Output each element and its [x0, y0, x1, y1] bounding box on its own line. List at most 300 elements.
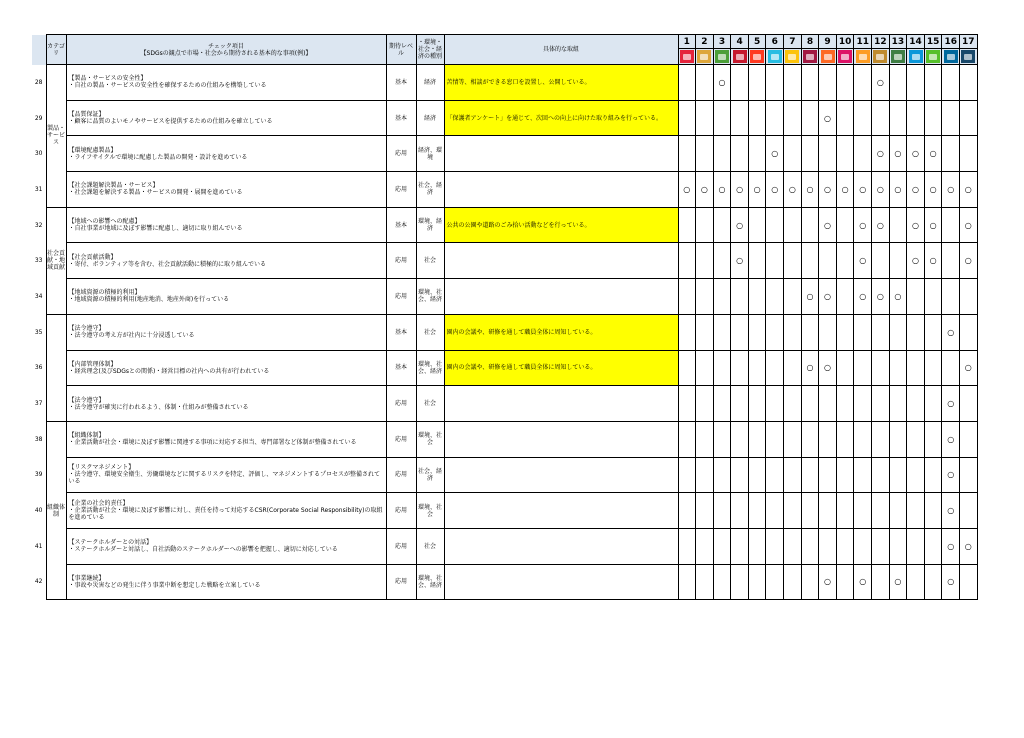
sdg-mark-cell[interactable] — [854, 350, 872, 386]
sdg-mark-cell[interactable] — [678, 457, 696, 493]
sdg-mark-cell[interactable] — [960, 136, 978, 172]
sdg-mark-cell[interactable] — [942, 172, 960, 208]
sdg-mark-cell[interactable] — [872, 528, 890, 564]
sdg-mark-cell[interactable] — [889, 100, 907, 136]
sdg-mark-cell[interactable] — [924, 350, 942, 386]
sdg-mark-cell[interactable] — [924, 528, 942, 564]
category-cell: 組織体制 — [46, 421, 66, 599]
sdg-mark-cell[interactable] — [872, 457, 890, 493]
row-number: 34 — [34, 292, 43, 300]
sdg-mark-cell[interactable] — [854, 243, 872, 279]
sdg-mark-cell[interactable] — [766, 279, 784, 315]
sdg-mark-cell[interactable] — [924, 243, 942, 279]
sdg-mark-cell[interactable] — [696, 136, 714, 172]
sdg-mark-cell[interactable] — [907, 207, 925, 243]
sdg-mark-cell[interactable] — [748, 564, 766, 600]
sdg-mark-cell[interactable] — [801, 564, 819, 600]
sdg-mark-cell[interactable] — [678, 528, 696, 564]
sdg-mark-cell[interactable] — [942, 100, 960, 136]
check-item-title: 【法令遵守】 — [68, 325, 105, 333]
sdg-mark-cell[interactable] — [924, 279, 942, 315]
sdg-mark-cell[interactable] — [907, 172, 925, 208]
sdg-mark-cell[interactable] — [924, 386, 942, 422]
effort-cell[interactable] — [444, 493, 678, 529]
sdg-mark-cell[interactable] — [696, 100, 714, 136]
sdg-mark-cell[interactable] — [960, 314, 978, 350]
sdg-mark-cell[interactable] — [924, 207, 942, 243]
type-cell: 社会 — [416, 386, 444, 422]
sdg-mark-cell[interactable] — [731, 528, 749, 564]
sdg-mark-cell[interactable] — [748, 100, 766, 136]
sdg-mark-cell[interactable] — [678, 136, 696, 172]
sdg-mark-cell[interactable] — [819, 528, 837, 564]
sdg-mark-cell[interactable] — [960, 528, 978, 564]
sdg-mark-cell[interactable] — [784, 493, 802, 529]
sdg-mark-cell[interactable] — [819, 350, 837, 386]
sdg-mark-cell[interactable] — [731, 65, 749, 101]
sdg-mark-cell[interactable] — [784, 528, 802, 564]
sdg-mark-cell[interactable] — [801, 314, 819, 350]
sdg-mark-cell[interactable] — [801, 457, 819, 493]
sdg-mark-cell[interactable] — [678, 314, 696, 350]
sdg-mark-cell[interactable] — [942, 564, 960, 600]
sdg-goal-icon — [909, 50, 923, 63]
sdg-mark-cell[interactable] — [713, 207, 731, 243]
sdg-mark-cell[interactable] — [801, 528, 819, 564]
sdg-mark-cell[interactable] — [678, 386, 696, 422]
sdg-mark-cell[interactable] — [801, 100, 819, 136]
sdg-mark-cell[interactable] — [942, 65, 960, 101]
sdg-mark-cell[interactable] — [836, 528, 854, 564]
sdg-mark-cell[interactable] — [924, 172, 942, 208]
sdg-mark-cell[interactable] — [854, 100, 872, 136]
sdg-mark-cell[interactable] — [784, 172, 802, 208]
sdg-mark-cell[interactable] — [889, 457, 907, 493]
sdg-mark-cell[interactable] — [907, 136, 925, 172]
sdg-mark-cell[interactable] — [766, 136, 784, 172]
sdg-mark-cell[interactable] — [942, 136, 960, 172]
circle-mark-icon: ○ — [912, 184, 919, 194]
sdg-mark-cell[interactable] — [942, 386, 960, 422]
sdg-mark-cell[interactable] — [924, 457, 942, 493]
sdg-mark-cell[interactable] — [836, 457, 854, 493]
sdg-mark-cell[interactable] — [766, 421, 784, 457]
type-cell: 経済 — [416, 100, 444, 136]
sdg-goal-icon-cell — [960, 49, 978, 65]
sdg-mark-cell[interactable] — [872, 172, 890, 208]
sdg-mark-cell[interactable] — [872, 386, 890, 422]
sdg-mark-cell[interactable] — [836, 279, 854, 315]
sdg-mark-cell[interactable] — [836, 100, 854, 136]
sdg-mark-cell[interactable] — [713, 457, 731, 493]
sdg-mark-cell[interactable] — [942, 457, 960, 493]
sdg-mark-cell[interactable] — [924, 314, 942, 350]
sdg-goal-number: 5 — [748, 35, 766, 49]
sdg-mark-cell[interactable] — [872, 207, 890, 243]
sdg-mark-cell[interactable] — [872, 243, 890, 279]
sdg-mark-cell[interactable] — [854, 528, 872, 564]
sdg-mark-cell[interactable] — [731, 386, 749, 422]
sdg-mark-cell[interactable] — [960, 172, 978, 208]
sdg-mark-cell[interactable] — [872, 421, 890, 457]
circle-mark-icon: ○ — [964, 363, 972, 373]
sdg-goal-number: 1 — [678, 35, 696, 49]
sdg-mark-cell[interactable] — [819, 100, 837, 136]
sdg-mark-cell[interactable] — [889, 421, 907, 457]
sdg-mark-cell[interactable] — [960, 243, 978, 279]
sdg-mark-cell[interactable] — [766, 243, 784, 279]
type-cell: 環境、社会、経済 — [416, 350, 444, 386]
sdg-mark-cell[interactable] — [696, 457, 714, 493]
sdg-mark-cell[interactable] — [696, 421, 714, 457]
sdg-mark-cell[interactable] — [801, 172, 819, 208]
sdg-mark-cell[interactable] — [713, 100, 731, 136]
sdg-mark-cell[interactable] — [801, 65, 819, 101]
sdg-mark-cell[interactable] — [713, 528, 731, 564]
sdg-mark-cell[interactable] — [889, 386, 907, 422]
sdg-mark-cell[interactable] — [924, 136, 942, 172]
sdg-mark-cell[interactable] — [836, 421, 854, 457]
sdg-mark-cell[interactable] — [942, 528, 960, 564]
sdg-mark-cell[interactable] — [731, 564, 749, 600]
sdg-mark-cell[interactable] — [766, 350, 784, 386]
effort-cell[interactable]: 園内の会議や、研修を通して職員全体に周知している。 — [444, 350, 678, 386]
sdg-mark-cell[interactable] — [696, 564, 714, 600]
sdg-mark-cell[interactable] — [748, 65, 766, 101]
sdg-mark-cell[interactable] — [766, 528, 784, 564]
sdg-mark-cell[interactable] — [731, 493, 749, 529]
sdg-mark-cell[interactable] — [678, 172, 696, 208]
sdg-mark-cell[interactable] — [889, 65, 907, 101]
sdg-mark-cell[interactable] — [713, 493, 731, 529]
check-item-cell — [66, 100, 386, 136]
sdg-mark-cell[interactable] — [907, 528, 925, 564]
sdg-mark-cell[interactable] — [748, 279, 766, 315]
sdg-mark-cell[interactable] — [836, 386, 854, 422]
sdg-mark-cell[interactable] — [801, 207, 819, 243]
sdg-mark-cell[interactable] — [696, 493, 714, 529]
sdg-mark-cell[interactable] — [872, 314, 890, 350]
sdg-mark-cell[interactable] — [907, 457, 925, 493]
sdg-mark-cell[interactable] — [819, 564, 837, 600]
sdg-mark-cell[interactable] — [784, 65, 802, 101]
sdg-mark-cell[interactable] — [784, 136, 802, 172]
sdg-mark-cell[interactable] — [748, 136, 766, 172]
sdg-mark-cell[interactable] — [784, 207, 802, 243]
sdg-goal-glyph-icon — [947, 54, 955, 60]
sdg-mark-cell[interactable] — [819, 421, 837, 457]
sdg-mark-cell[interactable] — [766, 207, 784, 243]
sdg-mark-cell[interactable] — [696, 528, 714, 564]
sdg-mark-cell[interactable] — [731, 243, 749, 279]
sdg-mark-cell[interactable] — [872, 350, 890, 386]
sdg-mark-cell[interactable] — [907, 314, 925, 350]
sdg-mark-cell[interactable] — [960, 493, 978, 529]
effort-cell[interactable]: 「保護者アンケート」を通じて、次回への向上に向けた取り組みを行っている。 — [444, 100, 678, 136]
sdg-mark-cell[interactable] — [889, 350, 907, 386]
sdg-goal-glyph-icon — [806, 54, 814, 60]
sdg-mark-cell[interactable] — [819, 386, 837, 422]
sdg-mark-cell[interactable] — [836, 243, 854, 279]
sdg-goal-icon-cell — [748, 49, 766, 65]
sdg-mark-cell[interactable] — [678, 279, 696, 315]
sdg-mark-cell[interactable] — [960, 564, 978, 600]
sdg-mark-cell[interactable] — [731, 457, 749, 493]
sdg-mark-cell[interactable] — [924, 421, 942, 457]
sdg-mark-cell[interactable] — [854, 207, 872, 243]
sdg-mark-cell[interactable] — [748, 421, 766, 457]
sdg-mark-cell[interactable] — [907, 100, 925, 136]
sdg-mark-cell[interactable] — [731, 136, 749, 172]
sdg-mark-cell[interactable] — [889, 314, 907, 350]
sdg-mark-cell[interactable] — [907, 243, 925, 279]
sdg-goal-number: 12 — [872, 35, 890, 49]
sdg-mark-cell[interactable] — [872, 279, 890, 315]
sdg-mark-cell[interactable] — [854, 421, 872, 457]
effort-cell[interactable]: 苦情等、相談ができる窓口を設置し、公開している。 — [444, 65, 678, 101]
sdg-mark-cell[interactable] — [678, 243, 696, 279]
sdg-mark-cell[interactable] — [872, 100, 890, 136]
sdg-mark-cell[interactable] — [696, 314, 714, 350]
sdg-mark-cell[interactable] — [854, 279, 872, 315]
sdg-mark-cell[interactable] — [748, 314, 766, 350]
sdg-mark-cell[interactable] — [960, 457, 978, 493]
effort-cell[interactable] — [444, 386, 678, 422]
sdg-mark-cell[interactable] — [748, 493, 766, 529]
effort-cell[interactable] — [444, 457, 678, 493]
sdg-mark-cell[interactable] — [748, 172, 766, 208]
sdg-mark-cell[interactable] — [766, 65, 784, 101]
sdg-mark-cell[interactable] — [942, 350, 960, 386]
sdg-mark-cell[interactable] — [784, 457, 802, 493]
sdg-mark-cell[interactable] — [907, 350, 925, 386]
sdg-mark-cell[interactable] — [907, 386, 925, 422]
sdg-mark-cell[interactable] — [801, 136, 819, 172]
effort-cell[interactable] — [444, 243, 678, 279]
sdg-mark-cell[interactable] — [748, 243, 766, 279]
sdg-mark-cell[interactable] — [713, 243, 731, 279]
sdg-mark-cell[interactable] — [854, 386, 872, 422]
sdg-mark-cell[interactable] — [854, 564, 872, 600]
sdg-mark-cell[interactable] — [907, 279, 925, 315]
sdg-mark-cell[interactable] — [836, 564, 854, 600]
sdg-mark-cell[interactable] — [766, 493, 784, 529]
sdg-mark-cell[interactable] — [731, 207, 749, 243]
sdg-mark-cell[interactable] — [819, 279, 837, 315]
sdg-mark-cell[interactable] — [731, 350, 749, 386]
sdg-mark-cell[interactable] — [854, 314, 872, 350]
sdg-mark-cell[interactable] — [784, 386, 802, 422]
sdg-mark-cell[interactable] — [907, 65, 925, 101]
sdg-mark-cell[interactable] — [924, 65, 942, 101]
sdg-mark-cell[interactable] — [924, 564, 942, 600]
sdg-mark-cell[interactable] — [872, 564, 890, 600]
sdg-mark-cell[interactable] — [854, 493, 872, 529]
sdg-mark-cell[interactable] — [942, 243, 960, 279]
sdg-mark-cell[interactable] — [960, 279, 978, 315]
sdg-mark-cell[interactable] — [942, 279, 960, 315]
sdg-mark-cell[interactable] — [942, 314, 960, 350]
sdg-mark-cell[interactable] — [819, 314, 837, 350]
expected-level-cell: 応用 — [386, 421, 416, 457]
sdg-mark-cell[interactable] — [748, 350, 766, 386]
effort-cell[interactable]: 園内の会議や、研修を通して職員全体に周知している。 — [444, 314, 678, 350]
sdg-mark-cell[interactable] — [889, 136, 907, 172]
sdg-mark-cell[interactable] — [678, 421, 696, 457]
sdg-mark-cell[interactable] — [854, 172, 872, 208]
category-cell: 社会貢献・地域貢献 — [46, 207, 66, 314]
sdg-goal-number: 11 — [854, 35, 872, 49]
sdg-mark-cell[interactable] — [766, 172, 784, 208]
sdg-mark-cell[interactable] — [819, 172, 837, 208]
sdg-mark-cell[interactable] — [872, 65, 890, 101]
sdg-mark-cell[interactable] — [854, 136, 872, 172]
sdg-mark-cell[interactable] — [766, 314, 784, 350]
sdg-mark-cell[interactable] — [766, 457, 784, 493]
sdg-mark-cell[interactable] — [836, 136, 854, 172]
sdg-goal-icon-cell — [907, 49, 925, 65]
sdg-mark-cell[interactable] — [731, 279, 749, 315]
sdg-mark-cell[interactable] — [713, 386, 731, 422]
sdg-mark-cell[interactable] — [713, 564, 731, 600]
sdg-goal-number: 17 — [960, 35, 978, 49]
sdg-mark-cell[interactable] — [696, 207, 714, 243]
sdg-mark-cell[interactable] — [960, 386, 978, 422]
sdg-mark-cell[interactable] — [678, 493, 696, 529]
sdg-mark-cell[interactable] — [801, 279, 819, 315]
sdg-mark-cell[interactable] — [889, 528, 907, 564]
sdg-mark-cell[interactable] — [748, 528, 766, 564]
sdg-mark-cell[interactable] — [766, 100, 784, 136]
sdg-mark-cell[interactable] — [889, 207, 907, 243]
sdg-mark-cell[interactable] — [836, 65, 854, 101]
check-item-title: 【製品・サービスの安全性】 — [68, 75, 147, 83]
sdg-mark-cell[interactable] — [678, 207, 696, 243]
sdg-mark-cell[interactable] — [678, 350, 696, 386]
sdg-mark-cell[interactable] — [889, 564, 907, 600]
sdg-mark-cell[interactable] — [819, 243, 837, 279]
sdg-mark-cell[interactable] — [907, 421, 925, 457]
sdg-mark-cell[interactable] — [678, 564, 696, 600]
sdg-mark-cell[interactable] — [766, 386, 784, 422]
sdg-mark-cell[interactable] — [696, 386, 714, 422]
sdg-mark-cell[interactable] — [713, 65, 731, 101]
sdg-mark-cell[interactable] — [784, 279, 802, 315]
sdg-mark-cell[interactable] — [836, 493, 854, 529]
sdg-mark-cell[interactable] — [819, 136, 837, 172]
sdg-mark-cell[interactable] — [942, 493, 960, 529]
sdg-mark-cell[interactable] — [801, 493, 819, 529]
sdg-mark-cell[interactable] — [696, 350, 714, 386]
sdg-mark-cell[interactable] — [889, 279, 907, 315]
sdg-mark-cell[interactable] — [960, 100, 978, 136]
sdg-mark-cell[interactable] — [696, 279, 714, 315]
sdg-mark-cell[interactable] — [748, 386, 766, 422]
sdg-mark-cell[interactable] — [889, 243, 907, 279]
sdg-mark-cell[interactable] — [801, 421, 819, 457]
sdgs-checklist-sheet — [32, 34, 978, 600]
sdg-mark-cell[interactable] — [731, 421, 749, 457]
sdg-mark-cell[interactable] — [713, 279, 731, 315]
sdg-mark-cell[interactable] — [854, 65, 872, 101]
sdg-mark-cell[interactable] — [960, 350, 978, 386]
sdg-mark-cell[interactable] — [784, 243, 802, 279]
sdg-mark-cell[interactable] — [960, 207, 978, 243]
circle-mark-icon: ○ — [929, 220, 937, 230]
sdg-mark-cell[interactable] — [836, 207, 854, 243]
sdg-mark-cell[interactable] — [907, 493, 925, 529]
sdg-mark-cell[interactable] — [713, 350, 731, 386]
sdg-mark-cell[interactable] — [942, 421, 960, 457]
sdg-mark-cell[interactable] — [836, 350, 854, 386]
sdg-mark-cell[interactable] — [731, 314, 749, 350]
sdg-mark-cell[interactable] — [713, 421, 731, 457]
sdg-mark-cell[interactable] — [713, 314, 731, 350]
sdg-mark-cell[interactable] — [784, 350, 802, 386]
type-cell: 環境、社会 — [416, 421, 444, 457]
effort-cell[interactable] — [444, 172, 678, 208]
sdg-mark-cell[interactable] — [713, 172, 731, 208]
circle-mark-icon: ○ — [894, 184, 902, 194]
sdg-mark-cell[interactable] — [713, 136, 731, 172]
sdg-mark-cell[interactable] — [872, 493, 890, 529]
sdg-mark-cell[interactable] — [924, 100, 942, 136]
sdg-mark-cell[interactable] — [766, 564, 784, 600]
sdg-goal-number: 15 — [924, 35, 942, 49]
sdg-mark-cell[interactable] — [889, 172, 907, 208]
effort-cell[interactable] — [444, 279, 678, 315]
effort-cell[interactable] — [444, 564, 678, 600]
sdg-mark-cell[interactable] — [801, 386, 819, 422]
sdg-mark-cell[interactable] — [784, 564, 802, 600]
sdg-mark-cell[interactable] — [819, 457, 837, 493]
sdg-mark-cell[interactable] — [731, 172, 749, 208]
effort-cell[interactable] — [444, 136, 678, 172]
sdg-mark-cell[interactable] — [748, 457, 766, 493]
circle-mark-icon: ○ — [824, 113, 832, 123]
sdg-mark-cell[interactable] — [678, 100, 696, 136]
sdg-mark-cell[interactable] — [696, 65, 714, 101]
sdg-mark-cell[interactable] — [836, 314, 854, 350]
sdg-mark-cell[interactable] — [748, 207, 766, 243]
sdg-mark-cell[interactable] — [731, 100, 749, 136]
sdg-mark-cell[interactable] — [784, 314, 802, 350]
effort-cell[interactable] — [444, 528, 678, 564]
sdg-mark-cell[interactable] — [960, 65, 978, 101]
sdg-mark-cell[interactable] — [819, 207, 837, 243]
sdg-mark-cell[interactable] — [784, 100, 802, 136]
effort-cell[interactable] — [444, 421, 678, 457]
sdg-mark-cell[interactable] — [819, 493, 837, 529]
effort-cell[interactable]: 公共の公園や道路のごみ拾い活動などを行っている。 — [444, 207, 678, 243]
sdg-mark-cell[interactable] — [854, 457, 872, 493]
sdg-mark-cell[interactable] — [836, 172, 854, 208]
sdg-mark-cell[interactable] — [678, 65, 696, 101]
circle-mark-icon: ○ — [771, 149, 779, 159]
sdg-mark-cell[interactable] — [942, 207, 960, 243]
sdg-mark-cell[interactable] — [696, 243, 714, 279]
sdg-mark-cell[interactable] — [889, 493, 907, 529]
sdg-mark-cell[interactable] — [801, 350, 819, 386]
sdg-mark-cell[interactable] — [924, 493, 942, 529]
sdg-mark-cell[interactable] — [696, 172, 714, 208]
sdg-mark-cell[interactable] — [960, 421, 978, 457]
sdg-mark-cell[interactable] — [907, 564, 925, 600]
sdg-mark-cell[interactable] — [872, 136, 890, 172]
sdg-mark-cell[interactable] — [801, 243, 819, 279]
sdg-mark-cell[interactable] — [819, 65, 837, 101]
sdg-mark-cell[interactable] — [784, 421, 802, 457]
